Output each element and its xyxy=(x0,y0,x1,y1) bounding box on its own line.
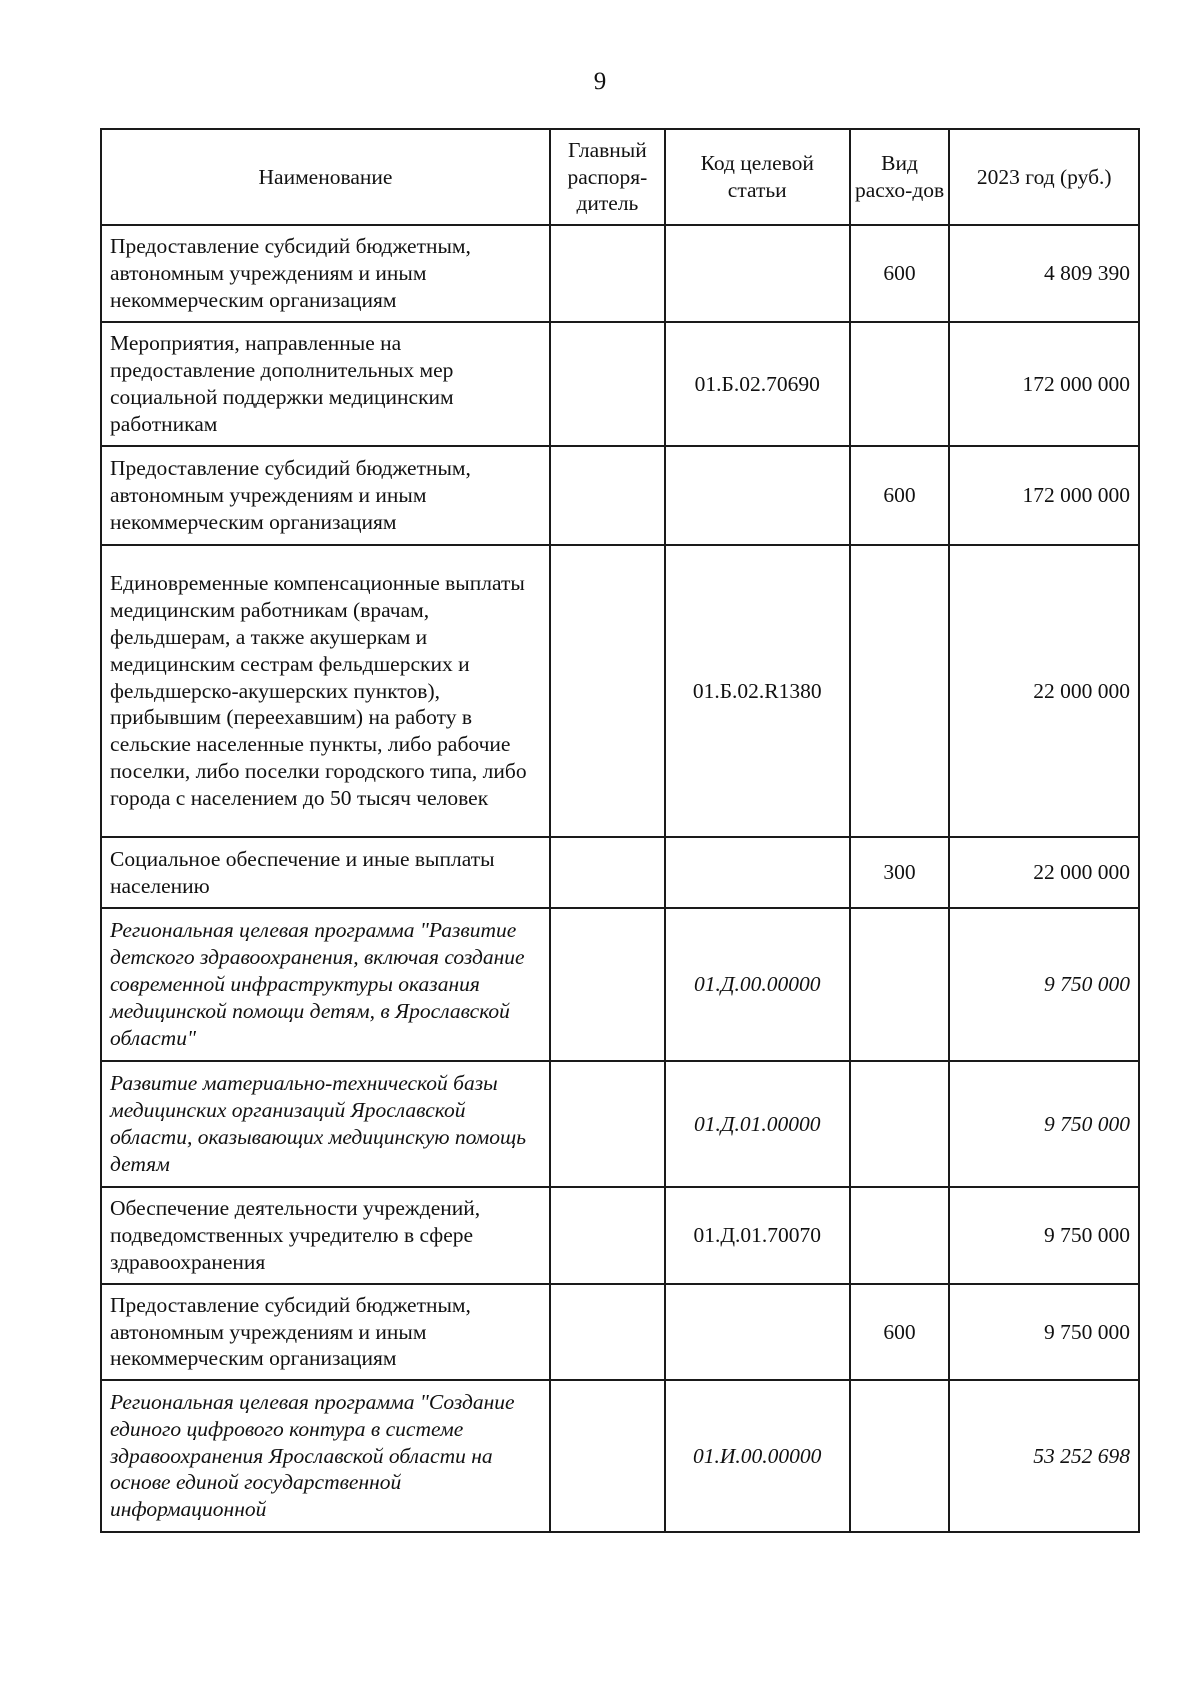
row-name: Предоставление субсидий бюджетным, автономным учреждениям и иным некоммерческим организациям xyxy=(101,1284,550,1380)
row-amount: 53 252 698 xyxy=(949,1380,1139,1532)
row-amount: 9 750 000 xyxy=(949,908,1139,1061)
row-amount: 9 750 000 xyxy=(949,1061,1139,1187)
row-code: 01.Д.01.00000 xyxy=(665,1061,850,1187)
header-name: Наименование xyxy=(101,129,550,225)
table-row xyxy=(101,225,1139,322)
table-row xyxy=(101,446,1139,545)
table-row xyxy=(101,1380,1139,1532)
row-manager xyxy=(550,545,665,837)
row-code xyxy=(665,225,850,322)
row-code: 01.Д.00.00000 xyxy=(665,908,850,1061)
row-code xyxy=(665,1284,850,1380)
row-name: Единовременные компенсационные выплаты медицинским работникам (врачам, фельдшерам, а также акушеркам и медицинским сестрам фельдшерских и фельдшерско-акушерских пунктов), прибывшим (переехавшим) на работу в сельские населенные пункты, либо рабочие поселки, либо поселки городского типа, либо города с населением до 50 тысяч человек xyxy=(101,545,550,837)
row-manager xyxy=(550,1061,665,1187)
header-code: Код целевой статьи xyxy=(665,129,850,225)
header-manager: Главный распоря-дитель xyxy=(550,129,665,225)
page-number: 9 xyxy=(593,68,607,95)
row-amount: 9 750 000 xyxy=(949,1187,1139,1284)
table-row xyxy=(101,545,1139,837)
row-name: Предоставление субсидий бюджетным, автономным учреждениям и иным некоммерческим организациям xyxy=(101,446,550,545)
row-expense-type: 600 xyxy=(850,225,950,322)
row-code: 01.И.00.00000 xyxy=(665,1380,850,1532)
row-amount: 172 000 000 xyxy=(949,446,1139,545)
row-expense-type: 600 xyxy=(850,1284,950,1380)
row-name: Мероприятия, направленные на предоставление дополнительных мер социальной поддержки медицинским работникам xyxy=(101,322,550,446)
header-amount-2023: 2023 год (руб.) xyxy=(949,129,1139,225)
row-manager xyxy=(550,1187,665,1284)
row-manager xyxy=(550,908,665,1061)
row-expense-type xyxy=(850,322,950,446)
row-expense-type xyxy=(850,1380,950,1532)
row-expense-type xyxy=(850,1187,950,1284)
row-manager xyxy=(550,837,665,908)
row-expense-type xyxy=(850,545,950,837)
table-row xyxy=(101,1061,1139,1187)
budget-table xyxy=(100,128,1140,1533)
row-code xyxy=(665,837,850,908)
table-row xyxy=(101,1284,1139,1380)
row-name: Социальное обеспечение и иные выплаты населению xyxy=(101,837,550,908)
header-expense-type: Вид расхо-дов xyxy=(850,129,950,225)
row-name: Предоставление субсидий бюджетным, автономным учреждениям и иным некоммерческим организациям xyxy=(101,225,550,322)
row-name: Обеспечение деятельности учреждений, подведомственных учредителю в сфере здравоохранения xyxy=(101,1187,550,1284)
row-expense-type: 600 xyxy=(850,446,950,545)
row-manager xyxy=(550,225,665,322)
row-expense-type xyxy=(850,908,950,1061)
row-name: Развитие материально-технической базы медицинских организаций Ярославской области, оказывающих медицинскую помощь детям xyxy=(101,1061,550,1187)
row-amount: 9 750 000 xyxy=(949,1284,1139,1380)
row-manager xyxy=(550,1284,665,1380)
table-row xyxy=(101,837,1139,908)
row-code xyxy=(665,446,850,545)
row-amount: 4 809 390 xyxy=(949,225,1139,322)
table-header-row xyxy=(101,129,1139,225)
row-code: 01.Д.01.70070 xyxy=(665,1187,850,1284)
row-manager xyxy=(550,1380,665,1532)
row-amount: 172 000 000 xyxy=(949,322,1139,446)
row-code: 01.Б.02.70690 xyxy=(665,322,850,446)
row-name: Региональная целевая программа "Создание единого цифрового контура в системе здравоохранения Ярославской области на основе единой государственной информационной xyxy=(101,1380,550,1532)
table-row xyxy=(101,1187,1139,1284)
table-row xyxy=(101,322,1139,446)
row-manager xyxy=(550,446,665,545)
row-amount: 22 000 000 xyxy=(949,545,1139,837)
row-manager xyxy=(550,322,665,446)
row-name: Региональная целевая программа "Развитие детского здравоохранения, включая создание современной инфраструктуры оказания медицинской помощи детям, в Ярославской области" xyxy=(101,908,550,1061)
row-code: 01.Б.02.R1380 xyxy=(665,545,850,837)
table-row xyxy=(101,908,1139,1061)
row-expense-type: 300 xyxy=(850,837,950,908)
row-amount: 22 000 000 xyxy=(949,837,1139,908)
row-expense-type xyxy=(850,1061,950,1187)
